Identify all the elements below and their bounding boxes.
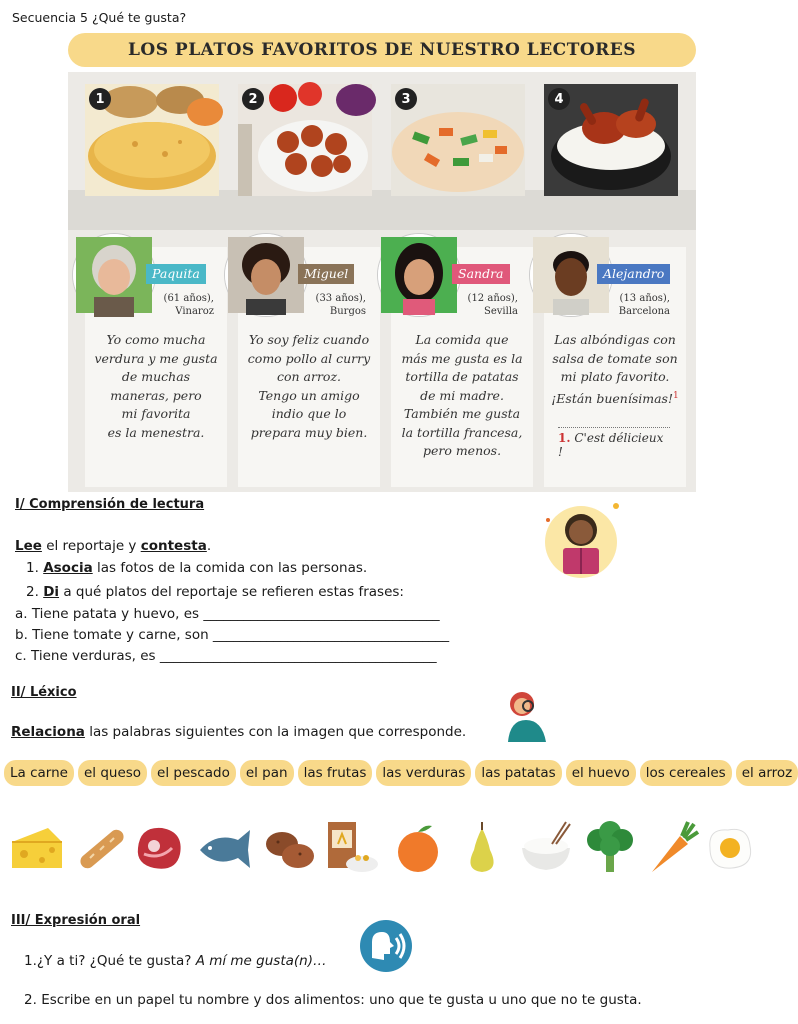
dish-photo-1 [85, 84, 219, 196]
word-pill[interactable]: las frutas [298, 760, 373, 786]
word-pill[interactable]: las patatas [475, 760, 561, 786]
word-pill[interactable]: los cereales [640, 760, 732, 786]
quote-text: La comida que más me gusta es la tortilla de patatas de mi madre. También me gusta la tortilla francesa, pero menos. [401, 332, 523, 458]
nametag-sandra: Sandra [452, 264, 510, 284]
age-paquita: (61 años), Vinaroz [163, 293, 214, 317]
meat-icon[interactable] [132, 818, 188, 878]
section-title-comprension: I/ Comprensión de lectura [15, 497, 205, 512]
question-c[interactable]: c. Tiene verduras, es _________________________________________ [15, 648, 437, 664]
cheese-icon[interactable] [8, 818, 64, 878]
instruction-relaciona: Relaciona las palabras siguientes con la imagen que corresponde. [11, 724, 467, 740]
pear-icon[interactable] [454, 818, 510, 878]
word-pill[interactable]: el pescado [151, 760, 236, 786]
age-sandra: (12 años), Sevilla [467, 293, 518, 317]
dish-photo-3 [391, 84, 525, 196]
footnote-mark: 1 [672, 390, 679, 401]
avatar-paquita [73, 234, 155, 316]
avatar-miguel [225, 234, 307, 316]
verb-contesta: contesta [140, 538, 207, 554]
age-miguel: (33 años), Burgos [315, 293, 366, 317]
section-title-lexico: II/ Léxico [11, 685, 77, 700]
speaking-head-icon [358, 920, 414, 972]
quote-text: Yo soy feliz cuando como pollo al curry con arroz. Tengo un amigo indio que lo prepara muy bien. [247, 332, 371, 440]
potatoes-icon[interactable] [260, 818, 316, 878]
nametag-miguel: Miguel [298, 264, 354, 284]
word-pill[interactable]: las verduras [376, 760, 471, 786]
word-bank [4, 760, 793, 786]
footnote [558, 427, 670, 459]
word-pill[interactable]: el huevo [566, 760, 636, 786]
torn-strip [68, 190, 696, 230]
dish-photo-4 [544, 84, 678, 196]
avatar-sandra [378, 234, 460, 316]
sequence-title: Secuencia 5 ¿Qué te gusta? [12, 10, 187, 25]
page-banner [68, 33, 696, 67]
banner-title: LOS PLATOS FAVORITOS DE NUESTRO LECTORES [127, 40, 637, 60]
verb-lee: Lee [15, 538, 42, 554]
egg-icon[interactable] [702, 818, 758, 878]
magazine-article [68, 72, 696, 492]
footnote-number: 1. [558, 431, 571, 445]
oral-task-2: 2. Escribe en un papel tu nombre y dos alimentos: uno que te gusta u uno que no te gusta. [24, 992, 642, 1008]
word-pill[interactable]: el queso [78, 760, 147, 786]
broccoli-icon[interactable] [582, 818, 638, 878]
age-alejandro: (13 años), Barcelona [618, 293, 670, 317]
dish-number: 2 [242, 88, 264, 110]
orange-icon[interactable] [390, 818, 446, 878]
quote-text: Las albóndigas con salsa de tomate son mi plato favorito. ¡Están buenísimas!$^1$ [551, 332, 679, 406]
dish-photo-2 [238, 84, 372, 196]
dish-number: 3 [395, 88, 417, 110]
task-2: 2. Di a qué platos del reportaje se refieren estas frases: [26, 584, 404, 600]
fish-icon[interactable] [196, 818, 252, 878]
oral-task-1: 1.¿Y a ti? ¿Qué te gusta? A mí me gusta(n)… [24, 953, 327, 969]
section-title-expresion: III/ Expresión oral [11, 913, 141, 928]
reading-girl-icon [540, 500, 622, 582]
word-pill[interactable]: el arroz [736, 760, 798, 786]
dish-number: 4 [548, 88, 570, 110]
bread-icon[interactable] [72, 818, 128, 878]
food-icons-row [8, 818, 760, 882]
question-a[interactable]: a. Tiene patata y huevo, es ___________________________________ [15, 606, 440, 622]
instruction-line: Lee el reportaje y contesta. [15, 538, 212, 554]
dish-number: 1 [89, 88, 111, 110]
task-1: 1. Asocia las fotos de la comida con las personas. [26, 560, 368, 576]
carrot-icon[interactable] [644, 818, 700, 878]
thinking-person-icon [502, 688, 550, 742]
question-b[interactable]: b. Tiene tomate y carne, son ___________________________________ [15, 627, 450, 643]
rice-bowl-icon[interactable] [518, 818, 574, 878]
nametag-paquita: Paquita [146, 264, 206, 284]
word-pill[interactable]: el pan [240, 760, 294, 786]
cereal-icon[interactable] [324, 818, 380, 878]
word-pill[interactable]: La carne [4, 760, 74, 786]
footnote-text: C'est délicieux ! [558, 431, 664, 459]
nametag-alejandro: Alejandro [597, 264, 670, 284]
quote-text: Yo como mucha verdura y me gusta de muchas maneras, pero mi favorita es la menestra. [94, 332, 218, 440]
